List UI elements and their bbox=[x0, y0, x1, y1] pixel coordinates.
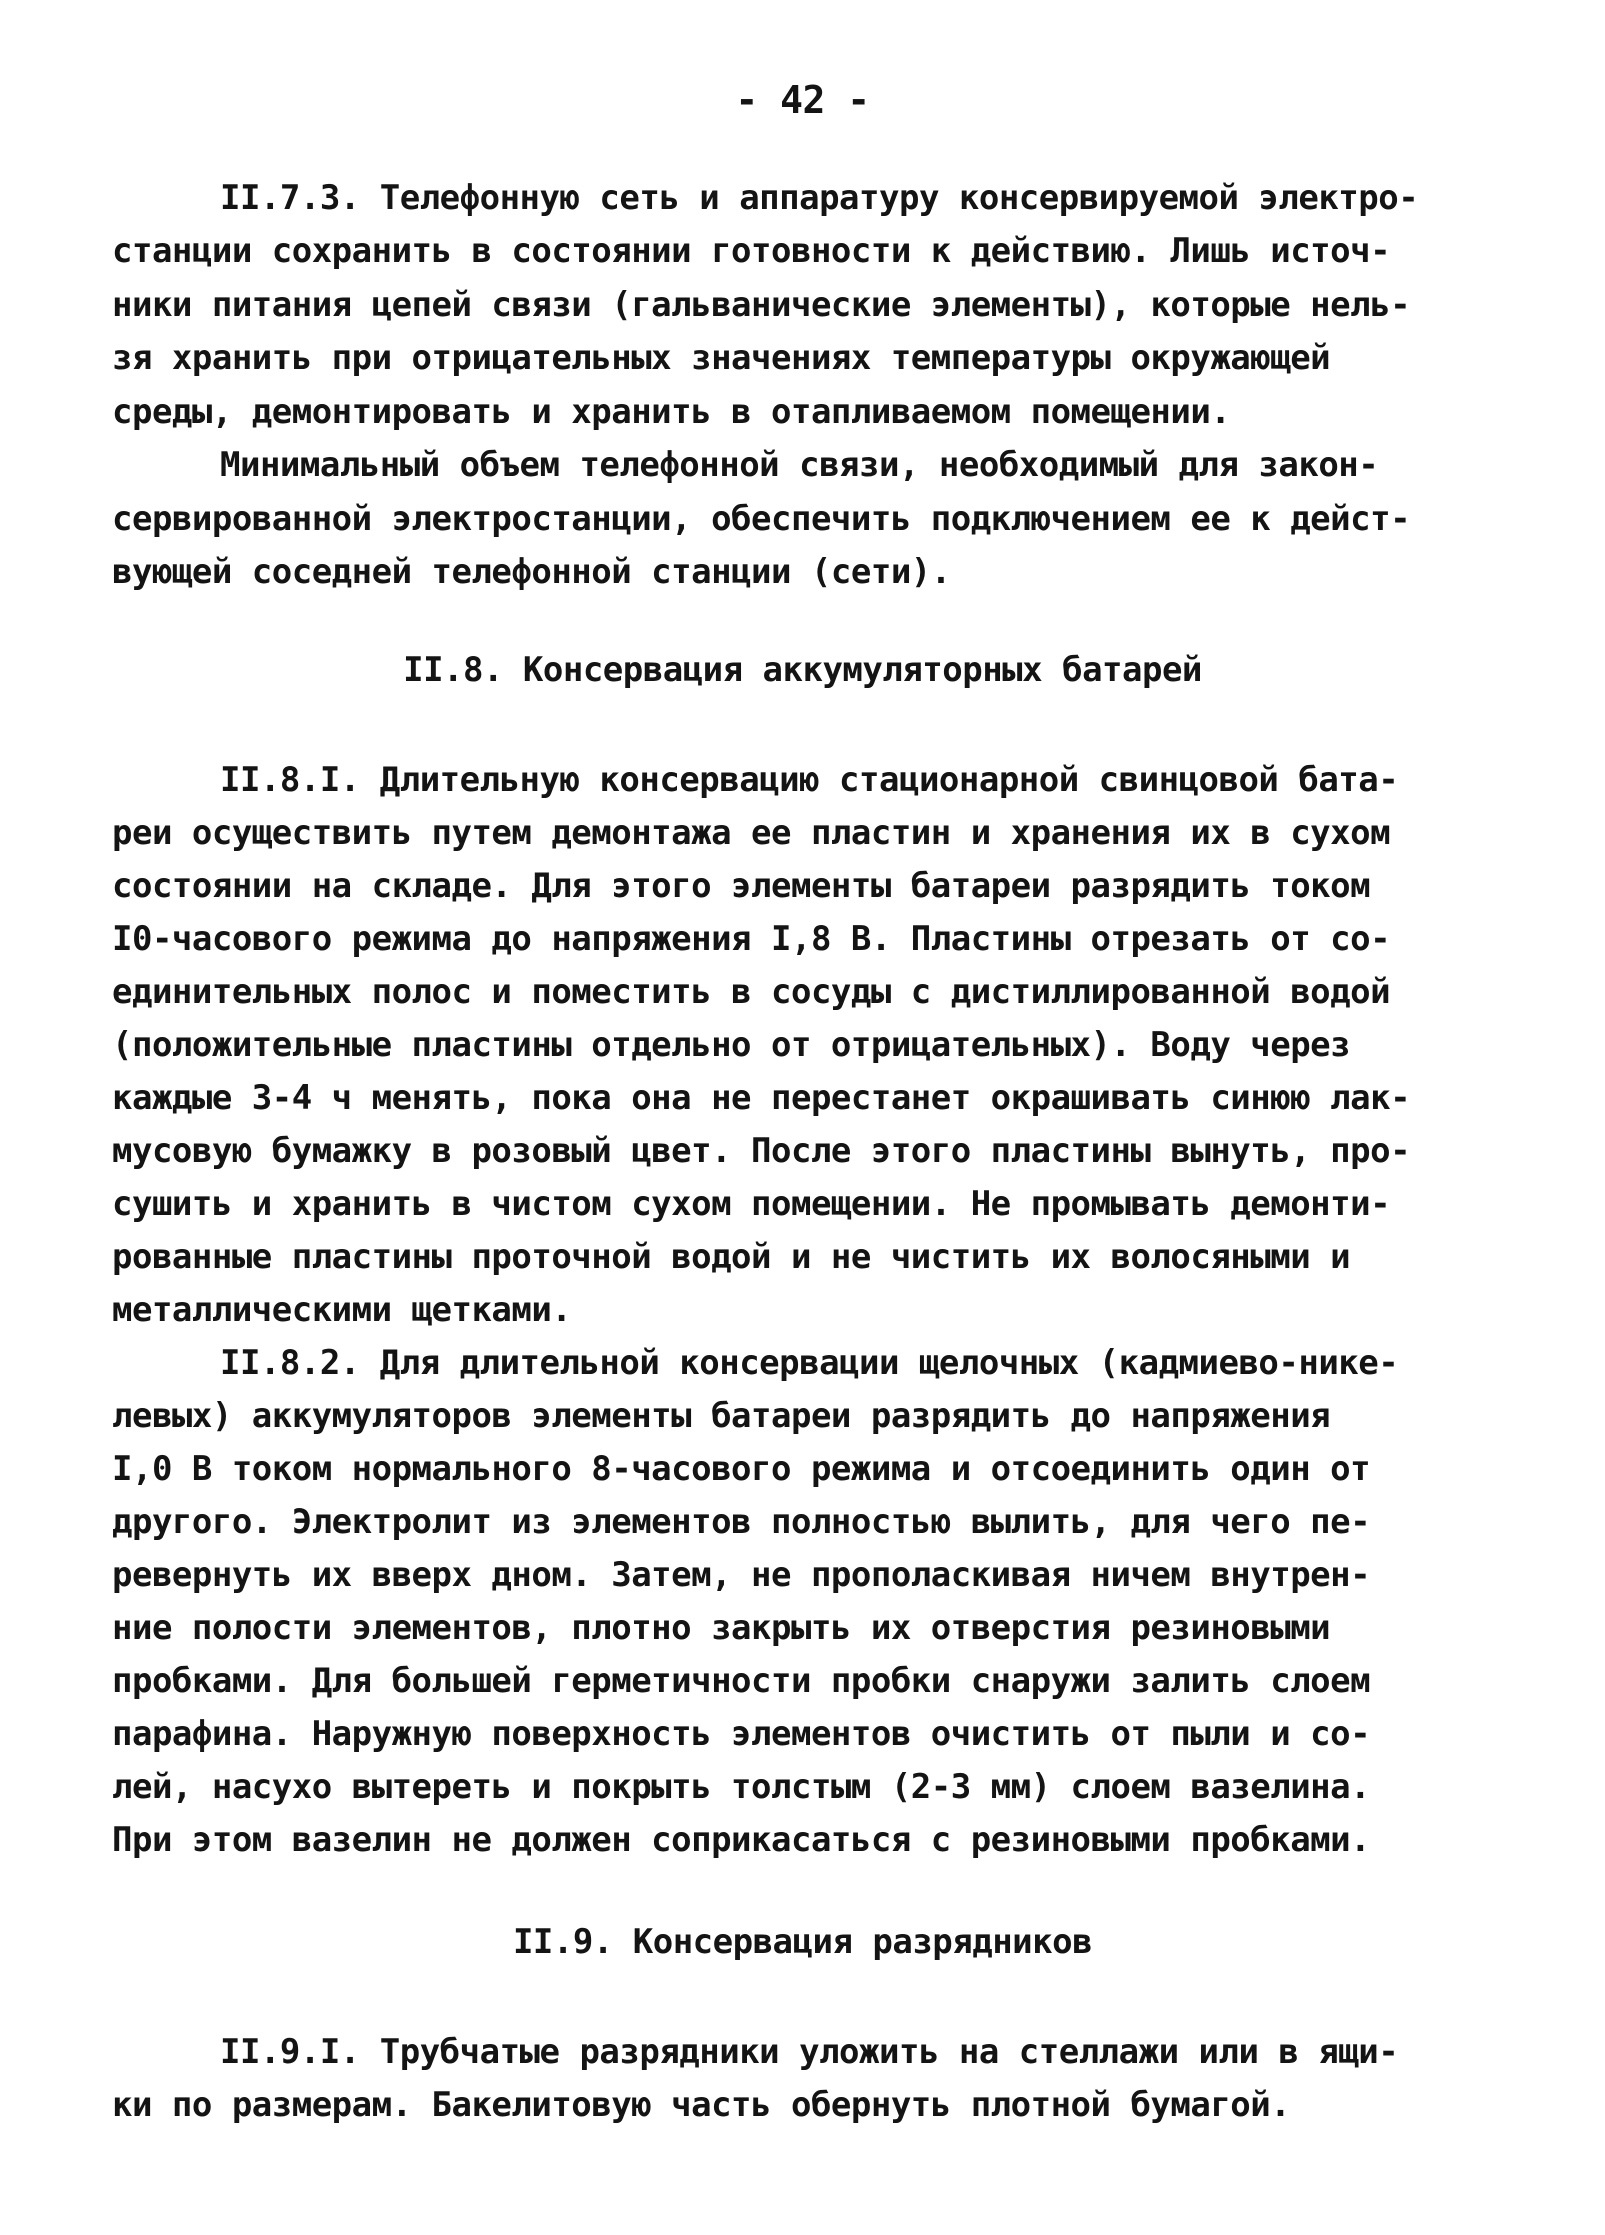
text-line: II.7.3. Телефонную сеть и аппаратуру консервируемой электро- bbox=[220, 178, 1419, 218]
text-line: другого. Электролит из элементов полностью вылить, для чего пе- bbox=[112, 1502, 1371, 1542]
text-line: среды, демонтировать и хранить в отапливаемом помещении. bbox=[112, 392, 1231, 432]
text-line: ки по размерам. Бакелитовую часть обернуть плотной бумагой. bbox=[112, 2085, 1291, 2125]
text-line: зя хранить при отрицательных значениях температуры окружающей bbox=[112, 338, 1331, 378]
text-line: ревернуть их вверх дном. Затем, не прополаскивая ничем внутрен- bbox=[112, 1555, 1371, 1595]
section-heading: II.8. Консервация аккумуляторных батарей bbox=[403, 650, 1202, 690]
text-line: реи осуществить путем демонтажа ее пластин и хранения их в сухом bbox=[112, 813, 1391, 853]
text-line: Минимальный объем телефонной связи, необходимый для закон- bbox=[220, 445, 1379, 485]
text-line: рованные пластины проточной водой и не чистить их волосяными и bbox=[112, 1237, 1351, 1277]
text-line: станции сохранить в состоянии готовности к действию. Лишь источ- bbox=[112, 231, 1391, 271]
text-line: единительных полос и поместить в сосуды с дистиллированной водой bbox=[112, 972, 1391, 1012]
text-line: II.8.2. Для длительной консервации щелочных (кадмиево-нике- bbox=[220, 1343, 1399, 1383]
text-line: сервированной электростанции, обеспечить подключением ее к дейст- bbox=[112, 499, 1411, 539]
text-line: II.9.I. Трубчатые разрядники уложить на стеллажи или в ящи- bbox=[220, 2032, 1399, 2072]
text-line: каждые 3-4 ч менять, пока она не перестанет окрашивать синюю лак- bbox=[112, 1078, 1411, 1118]
text-line: II.8.I. Длительную консервацию стационарной свинцовой бата- bbox=[220, 760, 1399, 800]
text-line: (положительные пластины отдельно от отрицательных). Воду через bbox=[112, 1025, 1351, 1065]
section-heading: II.9. Консервация разрядников bbox=[512, 1922, 1093, 1962]
text-line: вующей соседней телефонной станции (сети). bbox=[112, 552, 951, 592]
text-line: При этом вазелин не должен соприкасаться с резиновыми пробками. bbox=[112, 1820, 1371, 1860]
page-number: - 42 - bbox=[735, 78, 870, 122]
text-line: сушить и хранить в чистом сухом помещении. Не промывать демонти- bbox=[112, 1184, 1391, 1224]
text-line: пробками. Для большей герметичности пробки снаружи залить слоем bbox=[112, 1661, 1371, 1701]
text-line: металлическими щетками. bbox=[112, 1290, 572, 1330]
text-line: лей, насухо вытереть и покрыть толстым (2-3 мм) слоем вазелина. bbox=[112, 1767, 1371, 1807]
text-line: ники питания цепей связи (гальванические элементы), которые нель- bbox=[112, 285, 1411, 325]
text-line: состоянии на складе. Для этого элементы батареи разрядить током bbox=[112, 866, 1371, 906]
text-line: мусовую бумажку в розовый цвет. После этого пластины вынуть, про- bbox=[112, 1131, 1411, 1171]
text-line: ние полости элементов, плотно закрыть их отверстия резиновыми bbox=[112, 1608, 1331, 1648]
text-line: I,0 В током нормального 8-часового режима и отсоединить один от bbox=[112, 1449, 1371, 1489]
text-line: парафина. Наружную поверхность элементов очистить от пыли и со- bbox=[112, 1714, 1371, 1754]
text-line: левых) аккумуляторов элементы батареи разрядить до напряжения bbox=[112, 1396, 1331, 1436]
text-line: I0-часового режима до напряжения I,8 В. Пластины отрезать от со- bbox=[112, 919, 1391, 959]
